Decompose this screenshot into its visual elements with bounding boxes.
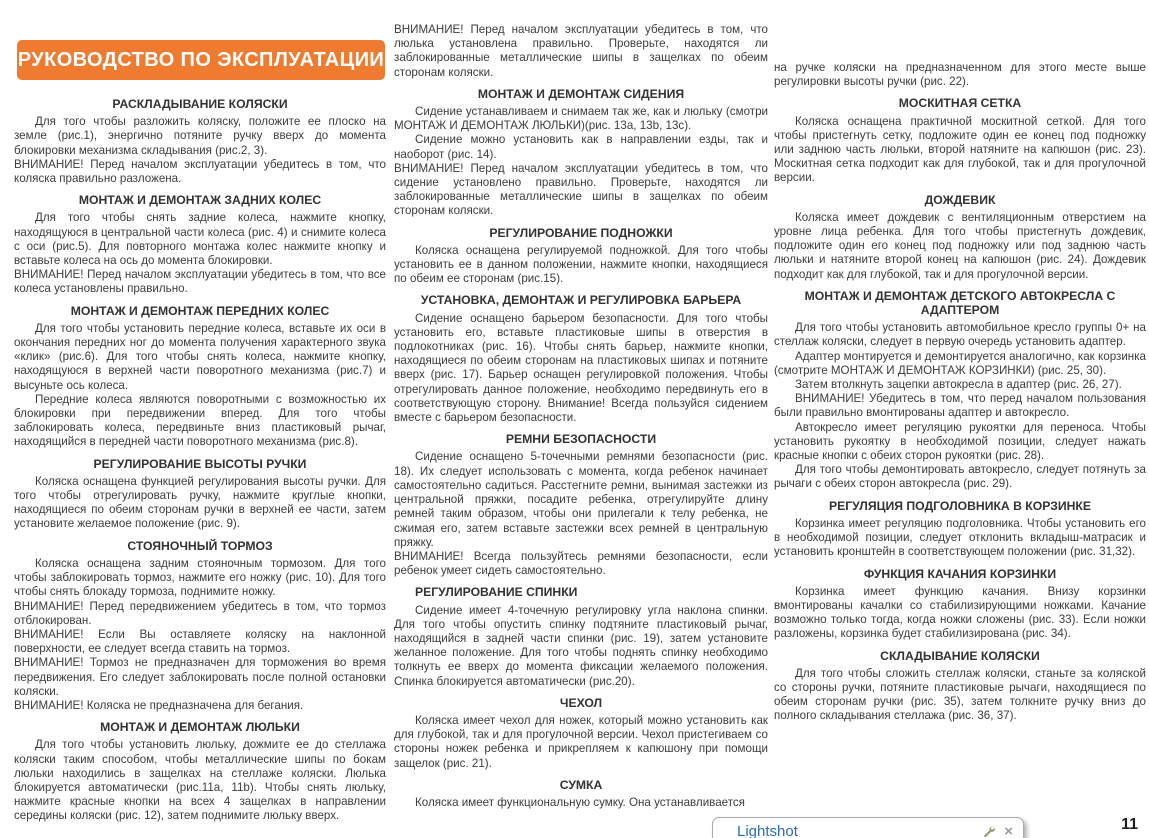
paragraph: Коляска оснащена регулируемой подножкой. Для того чтобы установить ее в данном положении, нажмите кнопки, находящиеся по обеим ее сторонам (рис.15). [394,243,768,286]
section-heading: ФУНКЦИЯ КАЧАНИЯ КОРЗИНКИ [863,566,1057,581]
paragraph: Передние колеса являются поворотными с возможностью их блокировки при передвижении вперед. Для того чтобы заблокировать колеса, передвиньте вниз пластиковый рычаг, находящийся в передней части поворотного механизма (рис.8). [14,392,386,449]
wrench-icon[interactable] [982,825,995,838]
section-heading: РЕГУЛИРОВАНИЕ ВЫСОТЫ РУЧКИ [93,456,307,471]
paragraph: ВНИМАНИЕ! Перед началом эксплуатации убедитесь в том, что коляска правильно разложена. [14,157,386,186]
paragraph: Автокресло имеет регуляцию рукоятки для переноса. Чтобы установить рукоятку в необходимой позиции, следует нажать красные кнопки с обеих сторон рукоятки (рис. 28). [774,420,1146,463]
section-heading: МОНТАЖ И ДЕМОНТАЖ СИДЕНИЯ [477,86,685,101]
paragraph: Для того чтобы снять задние колеса, нажмите кнопку, находящуюся в центральной части колеса (рис. 4) и снимите колеса с оси (рис.5). Для повторного монтажа колес нажмите кнопку и вставьте колеса на ось до момента блокировки. [14,211,386,268]
paragraph: Для того чтобы сложить стеллаж коляски, станьте за коляской со стороны ручки, потяните пластиковые рычаги, находящиеся по обеим сторонам ручки (рис. 35), затем толкните ручку вниз до полного складывания стеллажа (рис. 36, 37). [774,666,1146,723]
paragraph: ВНИМАНИЕ! Убедитесь в том, что перед началом пользования были правильно вмонтированы адаптер и автокресло. [774,392,1146,420]
paragraph: Сидение устанавливаем и снимаем так же, как и люльку (смотри МОНТАЖ И ДЕМОНТАЖ ЛЮЛЬКИ)(рис. 13a, 13b, 13c). [394,105,768,133]
section-heading: МОНТАЖ И ДЕМОНТАЖ ЛЮЛЬКИ [100,720,300,735]
paragraph: Для того чтобы установить люльку, дожмите ее до стеллажа коляски таким способом, чтобы металлические шипы по бокам люльки находились в защелках на стеллаже коляски. Люлька блокируется автоматически (рис.11a, 11b). Чтобы снять люльку, нажмите красные кнопки на всех 4 защелках в направлении середины коляски (рис. 12), затем поднимите люльку вверх. [14,738,386,823]
section-heading: РАСКЛАДЫВАНИЕ КОЛЯСКИ [112,97,288,111]
section-heading: ЧЕХОЛ [559,695,603,710]
paragraph: Коляска имеет чехол для ножек, который можно установить как для глубокой, так и для прогулочной версии. Чехол пристегиваем со стороны ножек ребенка и прикрепляем к капюшону при помощи защелок (рис. 21). [394,713,768,770]
paragraph: ВНИМАНИЕ! Перед началом эксплуатации убедитесь в том, что все колеса установлены правильно. [14,268,386,296]
paragraph: Для того чтобы разложить коляску, положите ее плоско на земле (рис.1), энергично потяните ручку вверх до момента блокировки механизма складывания (рис.2, 3). [14,115,386,157]
paragraph: ВНИМАНИЕ! Всегда пользуйтесь ремнями безопасности, если ребенок умеет сидеть самостоятельно. [394,549,768,578]
section-heading: ДОЖДЕВИК [924,192,996,207]
section-heading: СУМКА [559,777,603,792]
section-heading: МОНТАЖ И ДЕМОНТАЖ ЗАДНИХ КОЛЕС [78,193,322,208]
lightshot-popup [712,817,1024,838]
paragraph: Корзинка имеет регуляцию подголовника. Чтобы установить его в необходимой позиции, следует отклонить вкладыш-матрасик и установить кронштейн в соответствующем положении (рис. 31,32). [774,516,1146,559]
lightshot-toolbar [982,823,1013,838]
page-number: 11 [1121,816,1138,833]
paragraph: Затем втолкнуть зацепки автокресла в адаптер (рис. 26, 27). [795,378,1122,392]
paragraph: ВНИМАНИЕ! Если Вы оставляете коляску на наклонной поверхности, ее следует всегда ставить на тормоз. [14,627,386,656]
paragraph: Для того чтобы установить автомобильное кресло группы 0+ на стеллаж коляски, следует в первую очередь установить адаптер. [774,321,1146,349]
paragraph: Для того чтобы установить передние колеса, вставьте их оси в окончания передних ног до момента получения характерного звука «клик» (рис.6). Для того чтобы снять колеса, нажмите кнопку, находящуюся в верхней части поворотного механизма (рис.7) и высуньте ось колеса. [14,321,386,392]
section-heading: РЕМНИ БЕЗОПАСНОСТИ [505,432,657,447]
section-heading: СТОЯНОЧНЫЙ ТОРМОЗ [127,538,273,553]
paragraph: Сидение имеет 4-точечную регулировку угла наклона спинки. Для того чтобы опустить спинку подтяните пластиковый рычаг, находящийся в задней части спинки (рис. 19), затем установите желанное положение. Для того чтобы поднять спинку необходимо толкнуть ее вверх до момента фиксации желаемого положения. Спинка блокируется автоматически (рис.20). [394,603,768,688]
paragraph: ВНИМАНИЕ! Тормоз не предназначен для торможения во время передвижения. Его следует заблокировать после полной остановки коляски. [14,656,386,698]
paragraph: Коляска имеет функциональную сумку. Она устанавливается [415,795,745,809]
section-heading: РЕГУЛИРОВАНИЕ ПОДНОЖКИ [489,225,673,240]
column-middle [394,0,768,810]
section-heading: РЕГУЛИРОВАНИЕ СПИНКИ [415,585,578,600]
section-heading: МОСКИТНАЯ СЕТКА [898,96,1022,111]
paragraph: Коляска оснащена задним стояночным тормозом. Для того чтобы заблокировать тормоз, нажмите его ножку (рис. 10). Для того чтобы снять блокаду тормоза, поднимите ножку. [14,556,386,599]
column-right [774,0,1146,724]
section-heading: СКЛАДЫВАНИЕ КОЛЯСКИ [880,648,1040,663]
section-heading: МОНТАЖ И ДЕМОНТАЖ ПЕРЕДНИХ КОЛЕС [70,303,330,318]
paragraph: ВНИМАНИЕ! Перед началом эксплуатации убедитесь в том, что сидение установлено правильно. Проверьте, находятся ли заблокированные металлические шипы в защелках по обеим сторонам коляски. [394,161,768,218]
paragraph: Сидение оснащено 5-точечными ремнями безопасности (рис. 18). Их следует использовать с момента, когда ребенок начинает самостоятельно садиться. Расстегните ремни, вынимая застежки из центральной пряжки, посадите ребенка, отрегулируйте длину ремней таким образом, чтобы они прилегали к телу ребенка, не сжимая его, затем вставьте застежки всех ремней в центральную пряжку. [394,450,768,549]
paragraph: Для того чтобы демонтировать автокресло, следует потянуть за рычаги с обеих сторон автокресла (рис. 29). [774,463,1146,491]
section-heading: МОНТАЖ И ДЕМОНТАЖ ДЕТСКОГО АВТОКРЕСЛА С АДАПТЕРОМ [804,288,1116,318]
paragraph: Сидение оснащено барьером безопасности. Для того чтобы установить его, вставьте пластиковые шипы в отверстия в подлокотниках (рис. 16). Чтобы снять барьер, нажмите кнопки, находящиеся по обеим сторонам на пластиковых шипах и потяните вверх (рис. 17). Барьер оснащен регулировкой положения. Чтобы отрегулировать данное положение, необходимо передвинуть его в соответствующую сторону. Внимание! Всегда пользуйся сидением вместе с барьером безопасности. [394,311,768,425]
paragraph: Коляска имеет дождевик с вентиляционным отверстием на уровне лица ребенка. Для того чтобы пристегнуть дождевик, подложите один его конец под подножку или под заднюю часть люльки и натяните второй конец на капюшон (рис. 24). Дождевик подходит как для глубокой, так и для прогулочной версии. [774,210,1146,281]
paragraph: Адаптер монтируется и демонтируется аналогично, как корзинка (смотрите МОНТАЖ И ДЕМОНТАЖ КОРЗИНКИ) (рис. 25, 30). [774,349,1146,377]
column-left [14,0,386,824]
paragraph: Коляска оснащена практичной москитной сеткой. Для того чтобы пристегнуть сетку, подложите один ее конец под подножку или заднюю часть люльки, второй натяните на капюшон (рис. 23). Москитная сетка подходит как для глубокой, так и для прогулочной версии. [774,114,1146,185]
close-icon[interactable]: × [1004,822,1013,838]
manual-title: РУКОВОДСТВО ПО ЭКСПЛУАТАЦИИ [17,49,385,71]
paragraph: ВНИМАНИЕ! Перед передвижением убедитесь в том, что тормоз отблокирован. [14,599,386,627]
lightshot-title: Lightshot [737,823,798,838]
paragraph: на ручке коляски на предназначенном для этого месте выше регулировки высоты ручки (рис. 22). [774,61,1146,89]
paragraph: Сидение можно установить как в направлении езды, так и наоборот (рис. 14). [394,133,768,161]
paragraph: Коляска оснащена функцией регулирования высоты ручки. Для того чтобы отрегулировать ручку, нажмите круглые кнопки, находящиеся по обеим сторонам ручки в верхней ее части, затем установите желаемое положение (рис. 9). [14,474,386,531]
paragraph: Корзинка имеет функцию качания. Внизу корзинки вмонтированы качалки со стабилизирующими ножками. Качание возможно только тогда, когда ножки сложены (рис. 33). Если ножки разложены, корзинка будет стабилизирована (рис. 34). [774,584,1146,641]
section-heading: УСТАНОВКА, ДЕМОНТАЖ И РЕГУЛИРОВКА БАРЬЕРА [420,293,742,308]
paragraph: ВНИМАНИЕ! Перед началом эксплуатации убедитесь в том, что люлька установлена правильно. Проверьте, находятся ли заблокированные металлические шипы в защелках по обеим сторонам коляски. [394,23,768,79]
section-heading: РЕГУЛЯЦИЯ ПОДГОЛОВНИКА В КОРЗИНКЕ [829,498,1091,513]
paragraph: ВНИМАНИЕ! Коляска не предназначена для бегания. [14,698,304,712]
